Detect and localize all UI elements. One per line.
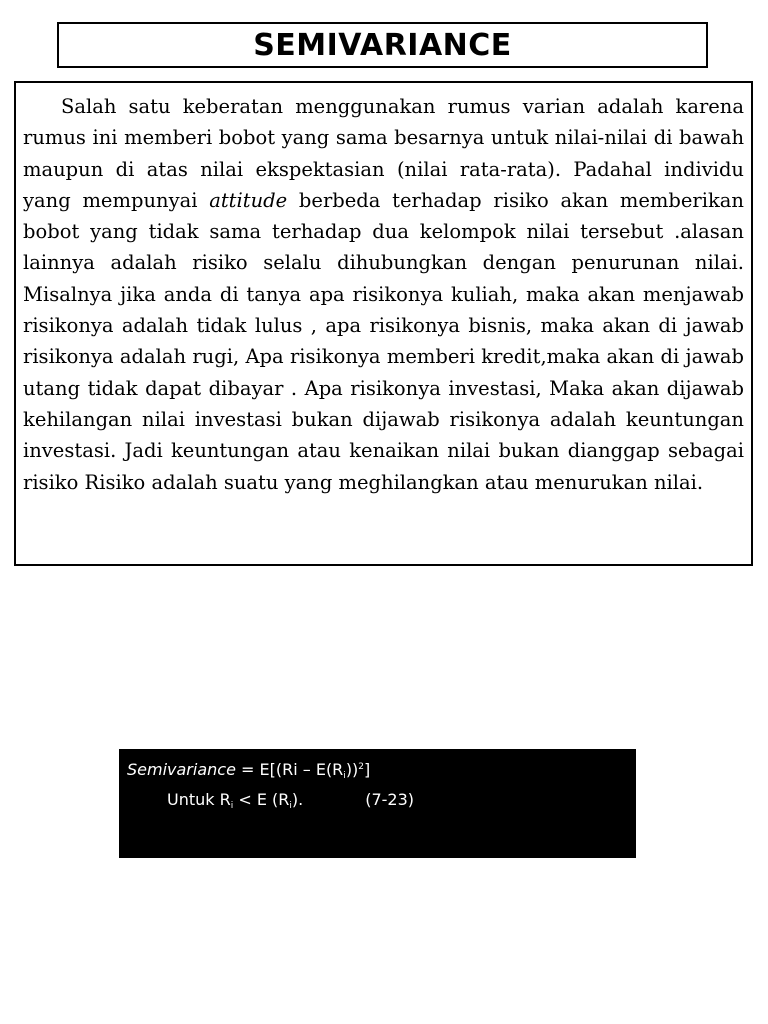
condition-mid: < E (R — [233, 790, 290, 809]
formula-eq-start: = E[(Ri – E(R — [235, 760, 344, 779]
body-text-part-1: Salah satu keberatan menggunakan rumus varian adalah karena rumus ini memberi bobot yang sama besarnya untuk nilai-nilai di bawah maupun di atas nilai ekspektasian (nilai rata-rata). Padahal individu yang mempunyai — [23, 95, 744, 212]
formula-condition — [127, 788, 636, 818]
condition-subscript-1: i — [230, 801, 234, 811]
formula-subscript: i — [343, 771, 346, 781]
slide-title: SEMIVARIANCE — [253, 27, 512, 63]
title-box — [57, 22, 708, 68]
body-text-part-2: berbeda terhadap risiko akan memberikan bobot yang tidak sama terhadap dua kelompok nilai tersebut .alasan lainnya adalah risiko selalu dihubungkan dengan penurunan nilai. Misalnya jika anda di tanya apa risikonya kuliah, maka akan menjawab risikonya adalah tidak lulus , apa risikonya bisnis, maka akan di jawab risikonya adalah rugi, Apa risikonya memberi kredit,maka akan di jawab utang tidak dapat dibayar . Apa risikonya investasi, Maka akan dijawab kehilangan nilai investasi bukan dijawab risikonya adalah keuntungan investasi. Jadi keuntungan atau kenaikan nilai bukan dianggap sebagai risiko Risiko adalah suatu yang meghilangkan atau menurukan nilai. — [23, 188, 744, 494]
equation-number: (7-23) — [365, 790, 415, 809]
formula-eq-mid: )) — [345, 760, 359, 779]
condition-start: Untuk R — [167, 790, 231, 809]
text-box — [14, 81, 753, 566]
formula-name: Semivariance — [127, 760, 236, 779]
emphasis-attitude: attitude — [209, 188, 288, 212]
formula-exponent: 2 — [358, 762, 365, 772]
formula-box — [119, 749, 636, 858]
condition-subscript-2: i — [289, 801, 292, 811]
formula-eq-end: ] — [364, 760, 371, 779]
body-paragraph — [23, 91, 744, 498]
formula-equation — [127, 755, 636, 788]
condition-end: ). — [291, 790, 304, 809]
